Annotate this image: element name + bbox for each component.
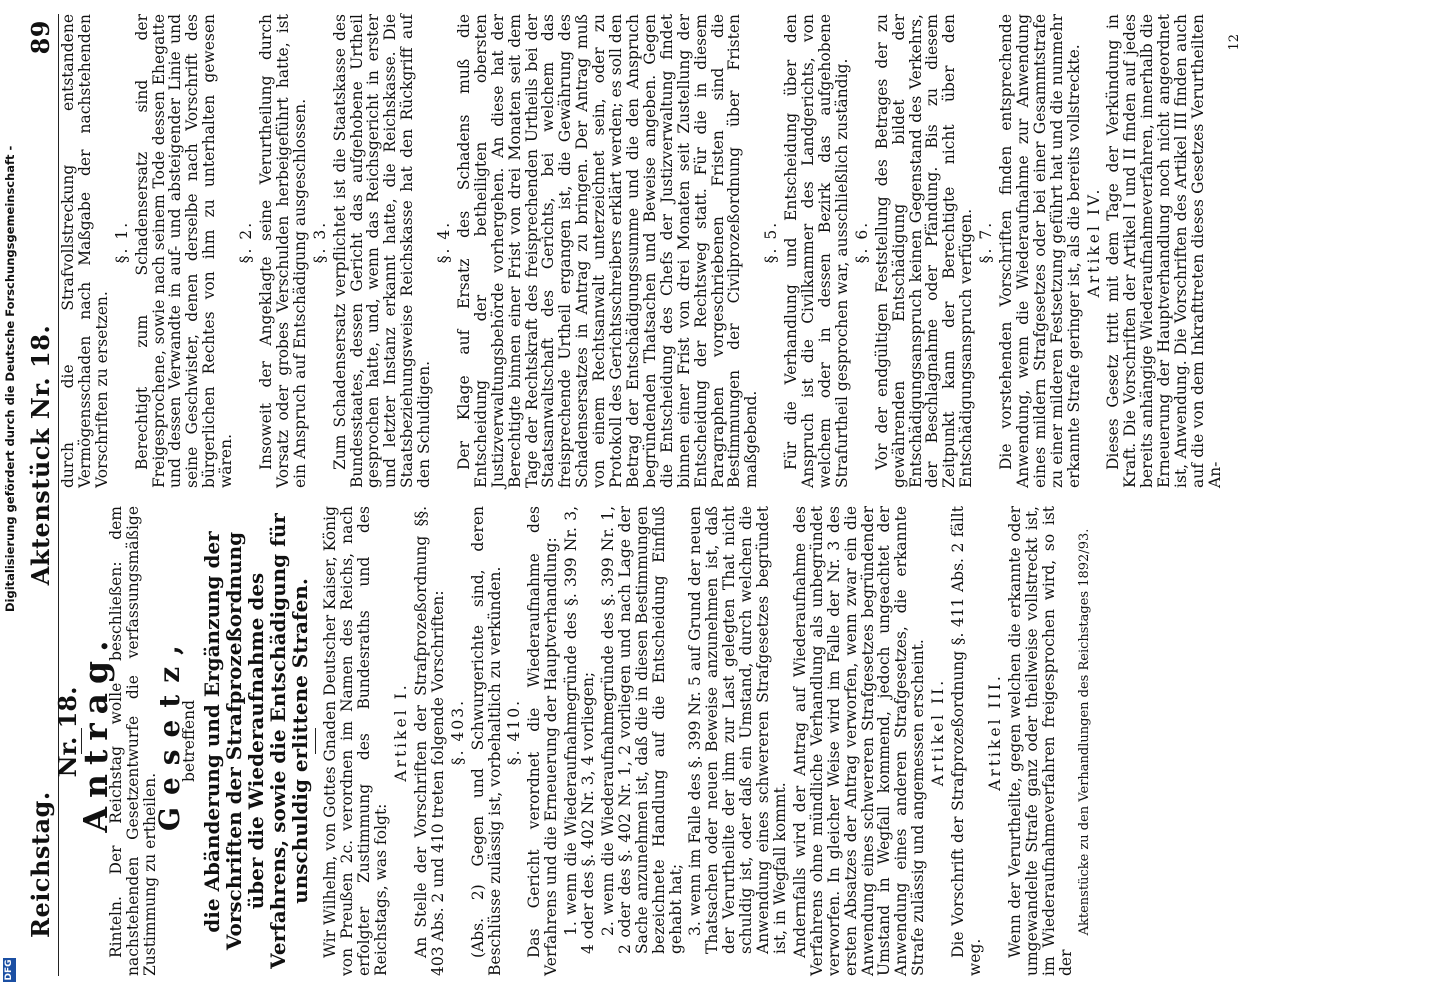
page-footer: Aktenstücke zu den Verhandlungen des Reichstages 1892/93. xyxy=(1077,528,1093,936)
page-number: 89 xyxy=(26,20,55,55)
right-column xyxy=(60,14,1247,488)
list-item: 3. wenn im Falle des §. 399 Nr. 5 auf Grund der neuen Thatsachen oder neuen Beweise anzunehmen ist, daß der Verurtheilte der ihm zur Last gelegten That nicht schuldig ist, oder daß ein Umstand, durch welchen die Anwendung eines schwereren Strafgesetzes begründet ist, in Wegfall kommt. xyxy=(686,506,789,954)
digitization-sidebar xyxy=(0,0,20,1000)
section-heading: §. 5. xyxy=(762,220,781,264)
list-item: 1. wenn die Wiederaufnahmegründe des §. 399 Nr. 3, 4 oder des §. 402 Nr. 3, 4 vorliegen; xyxy=(562,506,598,954)
list-item: 2. wenn die Wiederaufnahmegründe des §. 399 Nr. 1, 2 oder des §. 402 Nr. 1, 2 vorliegen und nach Lage der Sache anzunehmen ist, daß die in diesen Bestimmungen bezeichnete Handlung auf die Entscheidung Einfluß gehabt hat; xyxy=(598,506,685,954)
section-heading: §. 403. xyxy=(448,698,467,766)
section-heading: §. 3. xyxy=(310,220,329,264)
enacting-clause: Wir Wilhelm, von Gottes Gnaden Deutscher Kaiser, König von Preußen 2c. verordnen im Namen des Reichs, nach erfolgter Zustimmung des Bundesraths und des Reichstags, was folgt: xyxy=(321,506,391,976)
header-center: Aktenstück Nr. 18. xyxy=(26,324,55,586)
section-text: Der Klage auf Ersatz des Schadens muß die Entscheidung der betheiligten obersten Justizverwaltungsbehörde vorhergehen. An diese hat der Berechtigte binnen einer Frist von drei Monaten seit dem Tage der Rechtskraft des freisprechenden Urtheils bei der Staatsanwaltschaft des Gerichts, bei welchem das freisprechende Urtheil ergangen ist, die Gewährung des Schadensersatzes in Antrag zu bringen. Der Antrag muß von einem Rechtsanwalt unterzeichnet sein, oder zu Protokoll des Gerichtsschreibers erklärt werden; es soll den Betrag der Entschädigungssumme und die den Anspruch begründenden Thatsachen und Beweise angeben. Gegen die Entscheidung des Chefs der Justizverwaltung findet binnen einer Frist von drei Monaten seit Zustellung der Entscheidung der Rechtsweg statt. Für die in diesem Paragraphen vorgeschriebenen Fristen sind die Bestimmungen der Civilprozeßordnung über Fristen maßgebend. xyxy=(454,14,761,488)
section-text: Für die Verhandlung und Entscheidung über den Anspruch ist die Civilkammer des Landgerichts, von welchem oder in dessen Bezirk das aufgehobene Strafurtheil gesprochen war, ausschließlich zuständig. xyxy=(782,14,851,488)
section-heading: §. 410. xyxy=(505,698,524,766)
document-number: Nr. 18. xyxy=(53,686,82,778)
section-text: Das Gericht verordnet die Wiederaufnahme des Verfahrens und die Erneuerung der Hauptverhandlung: xyxy=(525,506,561,976)
section-text: (Abs. 2) Gegen und Schwurgerichte sind, deren Beschlüsse zulässig ist, vorbehaltlich zu verkünden. xyxy=(468,506,504,976)
gesetz-heading: Gesetz, xyxy=(152,633,186,831)
divider xyxy=(315,728,316,754)
law-title: die Abänderung und Ergänzung der Vorschriften der Strafprozeßordnung über die Wiederaufnahme des Verfahrens, sowie die Entschädigung für unschuldig erlittene Strafen. xyxy=(200,513,313,969)
article-text: Dieses Gesetz tritt mit dem Tage der Verkündung in Kraft. Die Vorschriften der Artikel I und II finden auf jedes bereits anhängige Wiederaufnahmeverfahren, innerhalb die Erneuerung der Hauptverhandlung noch nicht angeordnet ist, Anwendung. Die Vorschriften des Artikel III finden auch auf die von dem Inkrafttreten dieses Gesetzes Verurtheilten An- xyxy=(1104,14,1224,488)
intro-text: Rinteln. Der Reichstag wolle beschließen: dem nachstehenden Gesetzentwurfe die verfassungsmäßige Zustimmung zu ertheilen. xyxy=(106,506,159,976)
article-heading: Artikel I. xyxy=(391,682,410,782)
header-left: Reichstag. xyxy=(26,791,55,938)
section-text: Zum Schadensersatz verpflichtet ist die Staatskasse des Bundesstaates, dessen Gericht das aufgehobene Urtheil gesprochen hatte, und, wenn das Reichsgericht in erster und letzter Instanz erkannt hatte, die Reichskasse. Die Staatsbeziehungsweise Reichskasse hat den Rückgriff auf den Schuldigen. xyxy=(330,14,434,488)
paragraph: Andernfalls wird der Antrag auf Wiederaufnahme des Verfahrens ohne mündliche Verhandlung als unbegründet verworfen. In gleicher Weise wird im Falle der Nr. 3 des ersten Absatzes der Antrag verworfen, wenn zwar ein die Anwendung eines schwereren Strafgesetzes begründender Umstand in Wegfall kommend, jedoch ungeachtet der Anwendung eines anderen Strafgesetzes, die erkannte Strafe zulässig und angemessen erscheint. xyxy=(790,506,928,976)
continued-text: durch die Strafvollstreckung entstandene Vermögensschaden nach Maßgabe der nachstehenden Vorschriften zu ersetzen. xyxy=(59,14,111,488)
section-heading: §. 2. xyxy=(237,220,256,264)
article-heading: Artikel II. xyxy=(929,677,948,787)
digitization-note: Digitalisierung gefördert durch die Deutsche Forschungsgemeinschaft - xyxy=(3,145,17,612)
section-heading: §. 1. xyxy=(112,220,131,264)
article-text: An Stelle der Vorschriften der Strafprozeßordnung §§. 403 Abs. 2 und 410 treten folgende Vorschriften: xyxy=(411,506,447,976)
section-heading: §. 4. xyxy=(435,220,454,264)
article-text: Wenn der Verurtheilte, gegen welchen die erkannte oder umgewandelte Strafe ganz oder theilweise vollstreckt ist, im Wiederaufnahmeverfahren freigesprochen wird, so ist der xyxy=(1005,506,1075,976)
section-heading: §. 6. xyxy=(852,220,871,264)
article-text: Die Vorschrift der Strafprozeßordnung §. 411 Abs. 2 fällt weg. xyxy=(949,506,984,976)
section-text: Die vorstehenden Vorschriften finden entsprechende Anwendung, wenn die Wiederaufnahme zur Anwendung eines mildern Strafgesetzes oder bei einer Gesammtstrafe zu einer milderen Festsetzung geführt hat und die nunmehr erkannte Strafe geringer ist, als die bereits vollstreckte. xyxy=(997,14,1083,488)
section-heading: §. 7. xyxy=(977,220,996,264)
article-heading: Artikel III. xyxy=(985,673,1004,791)
left-column xyxy=(53,506,1097,976)
dfg-logo: DFG xyxy=(4,959,14,981)
betreffend-label: betreffend xyxy=(180,700,199,782)
article-heading: Artikel IV. xyxy=(1084,186,1103,298)
section-text: Vor der endgültigen Feststellung des Betrages der zu gewährenden Entschädigung bildet der Entschädigungsanspruch keinen Gegenstand des Verkehrs, der Beschlagnahme oder Pfändung. Bis zu diesem Zeitpunkt kann der Berechtigte nicht über den Entschädigungsanspruch verfügen. xyxy=(872,14,976,488)
section-text: Berechtigt zum Schadensersatz sind der Freigesprochene, sowie nach seinem Tode dessen Ehegatte und dessen Verwandte in auf- und absteigender Linie und seine Geschwister, denen derselbe nach Vorschrift des bürgerlichen Rechtes von ihm zu unterhalten gewesen wären. xyxy=(132,14,236,488)
signature-mark: 12 xyxy=(1226,34,1242,51)
section-text: Insoweit der Angeklagte seine Verurtheilung durch Vorsatz oder grobes Verschulden herbeigeführt hatte, ist ein Anspruch auf Entschädigung ausgeschlossen. xyxy=(256,14,309,488)
document-kind: Antrag. xyxy=(75,631,115,833)
